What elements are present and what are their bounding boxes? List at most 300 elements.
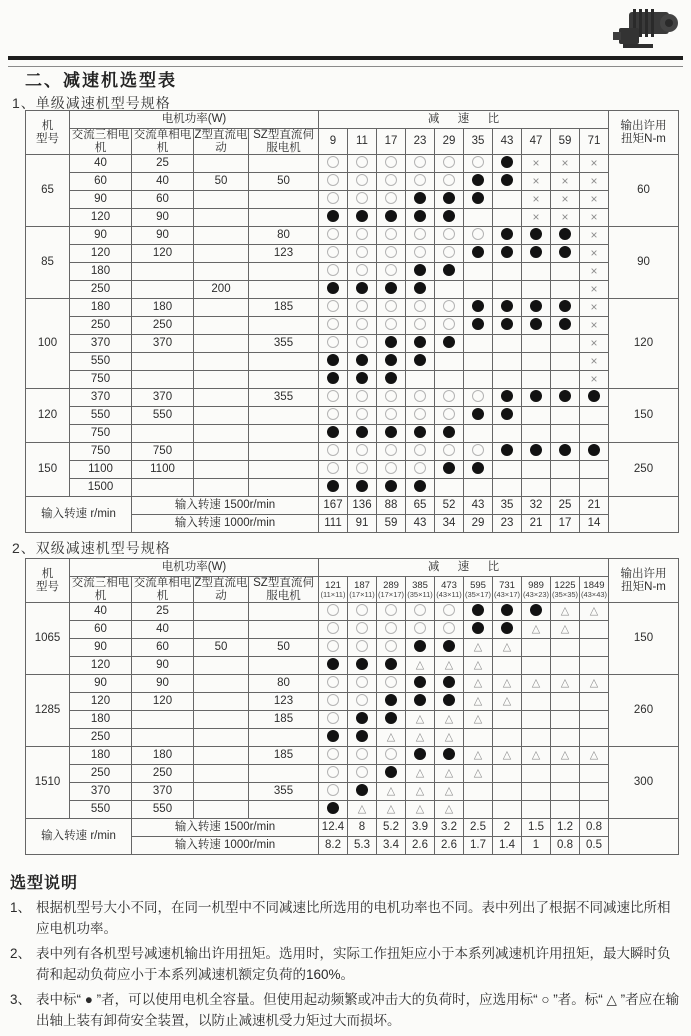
- model-cell: 85: [26, 227, 70, 299]
- power-cell: 90: [70, 639, 132, 657]
- cross-symbol: ×: [561, 155, 569, 170]
- speed-value-cell: 136: [348, 497, 377, 515]
- power-cell: [249, 407, 319, 425]
- power-cell: 80: [249, 227, 319, 245]
- symbol-cell: [319, 479, 348, 497]
- filled-circle-symbol: [501, 300, 513, 312]
- symbol-cell: [319, 389, 348, 407]
- triangle-symbol: △: [415, 731, 425, 744]
- open-circle-symbol: [385, 156, 397, 168]
- open-circle-symbol: [443, 174, 455, 186]
- symbol-cell: [319, 209, 348, 227]
- symbol-cell: [464, 801, 493, 819]
- symbol-cell: [522, 783, 551, 801]
- symbol-cell: [435, 801, 464, 819]
- cross-symbol: ×: [590, 299, 598, 314]
- symbol-cell: [493, 371, 522, 389]
- table-row: [26, 281, 679, 299]
- filled-circle-symbol: [472, 174, 484, 186]
- symbol-cell: [464, 639, 493, 657]
- table-row: [26, 657, 679, 675]
- symbol-cell: [464, 299, 493, 317]
- table-row: [26, 461, 679, 479]
- filled-circle-symbol: [414, 210, 426, 222]
- symbol-cell: [319, 461, 348, 479]
- filled-circle-symbol: [385, 766, 397, 778]
- power-cell: 370: [132, 783, 194, 801]
- ratio-value-header: [348, 577, 377, 603]
- symbol-cell: [406, 407, 435, 425]
- symbol-cell: [580, 657, 609, 675]
- power-cell: 123: [249, 245, 319, 263]
- symbol-cell: [551, 317, 580, 335]
- speed-value-cell: 0.8: [551, 837, 580, 855]
- cross-symbol: ×: [532, 209, 540, 224]
- open-circle-symbol: [356, 748, 368, 760]
- symbol-cell: [435, 155, 464, 173]
- power-cell: [194, 335, 249, 353]
- ratio-total: 731: [499, 580, 515, 592]
- symbol-cell: [493, 353, 522, 371]
- symbol-cell: [580, 353, 609, 371]
- symbol-cell: [580, 191, 609, 209]
- speed-value-cell: 167: [319, 497, 348, 515]
- table-row: [26, 209, 679, 227]
- symbol-cell: [435, 425, 464, 443]
- open-circle-symbol: [472, 444, 484, 456]
- triangle-symbol: △: [473, 713, 483, 726]
- open-circle-symbol: [385, 390, 397, 402]
- power-cell: 123: [249, 693, 319, 711]
- open-circle-symbol: [327, 264, 339, 276]
- symbol-cell: [551, 765, 580, 783]
- power-cell: 180: [132, 299, 194, 317]
- model-cell: 1065: [26, 603, 70, 675]
- symbol-cell: [348, 371, 377, 389]
- torque-header: 输出许用 扭矩N-m: [609, 111, 679, 155]
- triangle-symbol: △: [386, 803, 396, 816]
- symbol-cell: [348, 209, 377, 227]
- symbol-cell: [406, 461, 435, 479]
- symbol-cell: [319, 173, 348, 191]
- power-cell: [249, 603, 319, 621]
- filled-circle-symbol: [443, 210, 455, 222]
- open-circle-symbol: [414, 300, 426, 312]
- ratio-factors: (35×11): [407, 589, 433, 599]
- power-subheader: Z型直流电动: [194, 577, 248, 602]
- symbol-cell: [319, 801, 348, 819]
- open-circle-symbol: [327, 676, 339, 688]
- power-cell: [194, 299, 249, 317]
- symbol-cell: [348, 245, 377, 263]
- symbol-cell: [551, 245, 580, 263]
- symbol-cell: [377, 783, 406, 801]
- filled-circle-symbol: [385, 354, 397, 366]
- table-row: [26, 407, 679, 425]
- symbol-cell: [580, 621, 609, 639]
- table-row: [26, 729, 679, 747]
- open-circle-symbol: [443, 622, 455, 634]
- power-cell: 80: [249, 675, 319, 693]
- symbol-cell: [464, 335, 493, 353]
- ratio-total: 187: [354, 580, 370, 592]
- symbol-cell: [406, 281, 435, 299]
- symbol-cell: [464, 245, 493, 263]
- triangle-symbol: △: [357, 803, 367, 816]
- power-cell: [249, 657, 319, 675]
- open-circle-symbol: [327, 444, 339, 456]
- triangle-symbol: △: [415, 803, 425, 816]
- symbol-cell: [580, 729, 609, 747]
- open-circle-symbol: [443, 228, 455, 240]
- symbol-cell: [377, 191, 406, 209]
- open-circle-symbol: [327, 766, 339, 778]
- symbol-cell: [522, 765, 551, 783]
- speed-value-cell: 12.4: [319, 819, 348, 837]
- power-cell: [249, 317, 319, 335]
- speed-row: [26, 497, 679, 515]
- symbol-cell: [464, 675, 493, 693]
- symbol-cell: [580, 425, 609, 443]
- symbol-cell: [435, 371, 464, 389]
- ratio-factors: (35×35): [551, 589, 579, 599]
- symbol-cell: [319, 765, 348, 783]
- symbol-cell: [435, 245, 464, 263]
- symbol-cell: [580, 389, 609, 407]
- symbol-cell: [406, 227, 435, 245]
- symbol-cell: [493, 227, 522, 245]
- symbol-cell: [435, 693, 464, 711]
- selection-notes: [10, 898, 682, 1036]
- symbol-cell: [522, 281, 551, 299]
- symbol-cell: [493, 801, 522, 819]
- power-cell: [249, 209, 319, 227]
- triangle-symbol: △: [502, 677, 512, 690]
- filled-circle-symbol: [501, 228, 513, 240]
- symbol-cell: [406, 621, 435, 639]
- symbol-cell: [493, 425, 522, 443]
- power-cell: [194, 389, 249, 407]
- symbol-cell: [406, 693, 435, 711]
- open-circle-symbol: [414, 444, 426, 456]
- ratio-value-header: 17: [377, 129, 406, 155]
- symbol-cell: [406, 765, 435, 783]
- symbol-cell: [493, 479, 522, 497]
- power-header: 电机功率(W): [70, 559, 319, 577]
- symbol-cell: [551, 747, 580, 765]
- power-cell: [194, 657, 249, 675]
- filled-circle-symbol: [530, 300, 542, 312]
- symbol-cell: [348, 227, 377, 245]
- power-cell: [132, 281, 194, 299]
- open-circle-symbol: [356, 390, 368, 402]
- speed-value-cell: 8: [348, 819, 377, 837]
- symbol-cell: [551, 657, 580, 675]
- filled-circle-symbol: [443, 694, 455, 706]
- triangle-symbol: △: [415, 767, 425, 780]
- symbol-cell: [319, 299, 348, 317]
- ratio-factors: (17×11): [349, 589, 375, 599]
- symbol-cell: [348, 191, 377, 209]
- table-row: [26, 263, 679, 281]
- open-circle-symbol: [356, 228, 368, 240]
- symbol-cell: [406, 425, 435, 443]
- filled-circle-symbol: [443, 264, 455, 276]
- table-row: [26, 425, 679, 443]
- symbol-cell: [377, 407, 406, 425]
- notes-title: 选型说明: [10, 875, 79, 892]
- filled-circle-symbol: [414, 336, 426, 348]
- symbol-cell: [348, 657, 377, 675]
- speed-value-cell: 65: [406, 497, 435, 515]
- symbol-cell: [493, 407, 522, 425]
- symbol-cell: [464, 389, 493, 407]
- power-cell: 250: [70, 765, 132, 783]
- filled-circle-symbol: [414, 354, 426, 366]
- power-cell: [194, 443, 249, 461]
- ratio-value-header: 47: [522, 129, 551, 155]
- symbol-cell: [493, 693, 522, 711]
- filled-circle-symbol: [559, 228, 571, 240]
- triangle-symbol: △: [415, 785, 425, 798]
- symbol-cell: [522, 353, 551, 371]
- power-cell: [194, 227, 249, 245]
- symbol-cell: [580, 335, 609, 353]
- symbol-cell: [493, 783, 522, 801]
- single-stage-table: [25, 110, 679, 533]
- power-cell: 370: [70, 783, 132, 801]
- speed-1000-label-cell: 输入转速 1000r/min: [132, 515, 319, 533]
- triangle-symbol: △: [444, 713, 454, 726]
- table-row: [26, 317, 679, 335]
- filled-circle-symbol: [414, 192, 426, 204]
- filled-circle-symbol: [501, 390, 513, 402]
- filled-circle-symbol: [443, 336, 455, 348]
- symbol-cell: [406, 675, 435, 693]
- symbol-cell: [522, 603, 551, 621]
- symbol-cell: [435, 317, 464, 335]
- filled-circle-symbol: [414, 676, 426, 688]
- speed-value-cell: 3.4: [377, 837, 406, 855]
- torque-header: 输出许用 扭矩N-m: [609, 559, 679, 603]
- cross-symbol: ×: [590, 191, 598, 206]
- symbol-cell: [435, 729, 464, 747]
- power-cell: [194, 407, 249, 425]
- open-circle-symbol: [327, 192, 339, 204]
- power-subheader: 交流三相电机: [70, 129, 132, 155]
- symbol-cell: [406, 603, 435, 621]
- symbol-cell: [377, 675, 406, 693]
- symbol-cell: [580, 371, 609, 389]
- power-subheader: 交流三相电机: [70, 577, 132, 603]
- power-cell: 40: [132, 173, 194, 191]
- open-circle-symbol: [443, 444, 455, 456]
- power-cell: [194, 353, 249, 371]
- note-number: 2、: [10, 945, 32, 961]
- power-cell: [194, 191, 249, 209]
- power-cell: 60: [132, 639, 194, 657]
- speed-value-cell: 1: [522, 837, 551, 855]
- symbol-cell: [435, 407, 464, 425]
- speed-value-cell: 8.2: [319, 837, 348, 855]
- symbol-cell: [435, 621, 464, 639]
- symbol-cell: [319, 281, 348, 299]
- open-circle-symbol: [356, 318, 368, 330]
- filled-circle-symbol: [356, 712, 368, 724]
- open-circle-symbol: [356, 462, 368, 474]
- filled-circle-symbol: [356, 480, 368, 492]
- model-cell: 65: [26, 155, 70, 227]
- table-row: [26, 801, 679, 819]
- symbol-cell: [551, 371, 580, 389]
- triangle-symbol: △: [560, 605, 570, 618]
- note-text: 表中列有各机型号减速机输出许用扭矩。选用时，实际工作扭矩应小于本系列减速机许用扭矩，最大瞬时负荷和起动负荷应小于本系列减速机额定负荷的160%。: [36, 945, 671, 982]
- power-cell: 50: [194, 639, 249, 657]
- symbol-cell: [406, 639, 435, 657]
- triangle-symbol: △: [502, 641, 512, 654]
- symbol-cell: [319, 621, 348, 639]
- filled-circle-symbol: [443, 426, 455, 438]
- speed-value-cell: 34: [435, 515, 464, 533]
- open-circle-symbol: [472, 228, 484, 240]
- power-cell: [132, 711, 194, 729]
- power-cell: 60: [70, 621, 132, 639]
- filled-circle-symbol: [501, 156, 513, 168]
- triangle-symbol: △: [589, 677, 599, 690]
- ratio-factors: (43×17): [493, 589, 521, 599]
- filled-circle-symbol: [501, 408, 513, 420]
- symbol-cell: [464, 317, 493, 335]
- symbol-cell: [348, 317, 377, 335]
- filled-circle-symbol: [472, 192, 484, 204]
- power-cell: 90: [70, 227, 132, 245]
- symbol-cell: [493, 209, 522, 227]
- torque-cell: 260: [609, 675, 679, 747]
- symbol-cell: [348, 729, 377, 747]
- power-header: 电机功率(W): [70, 111, 319, 129]
- symbol-cell: [319, 747, 348, 765]
- filled-circle-symbol: [327, 372, 339, 384]
- model-cell: 1285: [26, 675, 70, 747]
- symbol-cell: [377, 263, 406, 281]
- ratio-value-header: [580, 577, 609, 603]
- speed-value-cell: 5.2: [377, 819, 406, 837]
- filled-circle-symbol: [356, 658, 368, 670]
- triangle-symbol: △: [386, 785, 396, 798]
- open-circle-symbol: [443, 390, 455, 402]
- power-cell: [132, 353, 194, 371]
- cross-symbol: ×: [532, 191, 540, 206]
- speed-value-cell: 0.5: [580, 837, 609, 855]
- symbol-cell: [377, 657, 406, 675]
- symbol-cell: [580, 765, 609, 783]
- triangle-symbol: △: [531, 749, 541, 762]
- table-row: [26, 675, 679, 693]
- symbol-cell: [319, 729, 348, 747]
- note-2: [10, 944, 682, 986]
- speed-value-cell: 29: [464, 515, 493, 533]
- symbol-cell: [522, 729, 551, 747]
- open-circle-symbol: [443, 318, 455, 330]
- ratio-factors: (11×11): [320, 589, 346, 599]
- symbol-cell: [377, 801, 406, 819]
- symbol-cell: [464, 603, 493, 621]
- ratio-factors: (35×17): [464, 589, 492, 599]
- symbol-cell: [464, 621, 493, 639]
- symbol-cell: [493, 729, 522, 747]
- filled-circle-symbol: [327, 802, 339, 814]
- symbol-cell: [522, 317, 551, 335]
- open-circle-symbol: [385, 264, 397, 276]
- ratio-header: 减速比: [319, 559, 609, 577]
- symbol-cell: [522, 801, 551, 819]
- filled-circle-symbol: [501, 444, 513, 456]
- triangle-symbol: △: [473, 767, 483, 780]
- power-cell: 250: [132, 317, 194, 335]
- table-row: [26, 711, 679, 729]
- symbol-cell: [580, 675, 609, 693]
- power-cell: 370: [70, 335, 132, 353]
- filled-circle-symbol: [385, 712, 397, 724]
- triangle-symbol: △: [473, 677, 483, 690]
- symbol-cell: [551, 209, 580, 227]
- model-cell: 100: [26, 299, 70, 389]
- filled-circle-symbol: [327, 730, 339, 742]
- filled-circle-symbol: [530, 318, 542, 330]
- symbol-cell: [522, 407, 551, 425]
- open-circle-symbol: [327, 784, 339, 796]
- symbol-cell: [464, 209, 493, 227]
- torque-cell: 250: [609, 443, 679, 497]
- power-cell: [194, 263, 249, 281]
- filled-circle-symbol: [472, 604, 484, 616]
- symbol-cell: [551, 479, 580, 497]
- symbol-cell: [319, 639, 348, 657]
- power-cell: 180: [70, 299, 132, 317]
- symbol-cell: [551, 173, 580, 191]
- symbol-cell: [493, 675, 522, 693]
- symbol-cell: [464, 711, 493, 729]
- power-cell: 185: [249, 747, 319, 765]
- cross-symbol: ×: [590, 371, 598, 386]
- power-subheader: Z型直流电动: [194, 129, 248, 154]
- power-cell: 250: [70, 317, 132, 335]
- open-circle-symbol: [327, 318, 339, 330]
- symbol-cell: [522, 299, 551, 317]
- open-circle-symbol: [327, 748, 339, 760]
- filled-circle-symbol: [385, 282, 397, 294]
- power-cell: [132, 371, 194, 389]
- triangle-symbol: △: [473, 749, 483, 762]
- symbol-cell: [348, 783, 377, 801]
- table-row: [26, 173, 679, 191]
- triangle-symbol: △: [386, 731, 396, 744]
- open-circle-symbol: [356, 174, 368, 186]
- symbol-cell: [580, 479, 609, 497]
- symbol-cell: [348, 747, 377, 765]
- filled-circle-symbol: [414, 694, 426, 706]
- ratio-value-header: [522, 577, 551, 603]
- power-cell: [249, 801, 319, 819]
- symbol-cell: [319, 155, 348, 173]
- open-circle-symbol: [414, 408, 426, 420]
- power-cell: 60: [132, 191, 194, 209]
- speed-value-cell: 2.5: [464, 819, 493, 837]
- symbol-cell: [435, 443, 464, 461]
- cross-symbol: ×: [590, 209, 598, 224]
- filled-circle-symbol: [501, 622, 513, 634]
- ratio-value-header: [435, 577, 464, 603]
